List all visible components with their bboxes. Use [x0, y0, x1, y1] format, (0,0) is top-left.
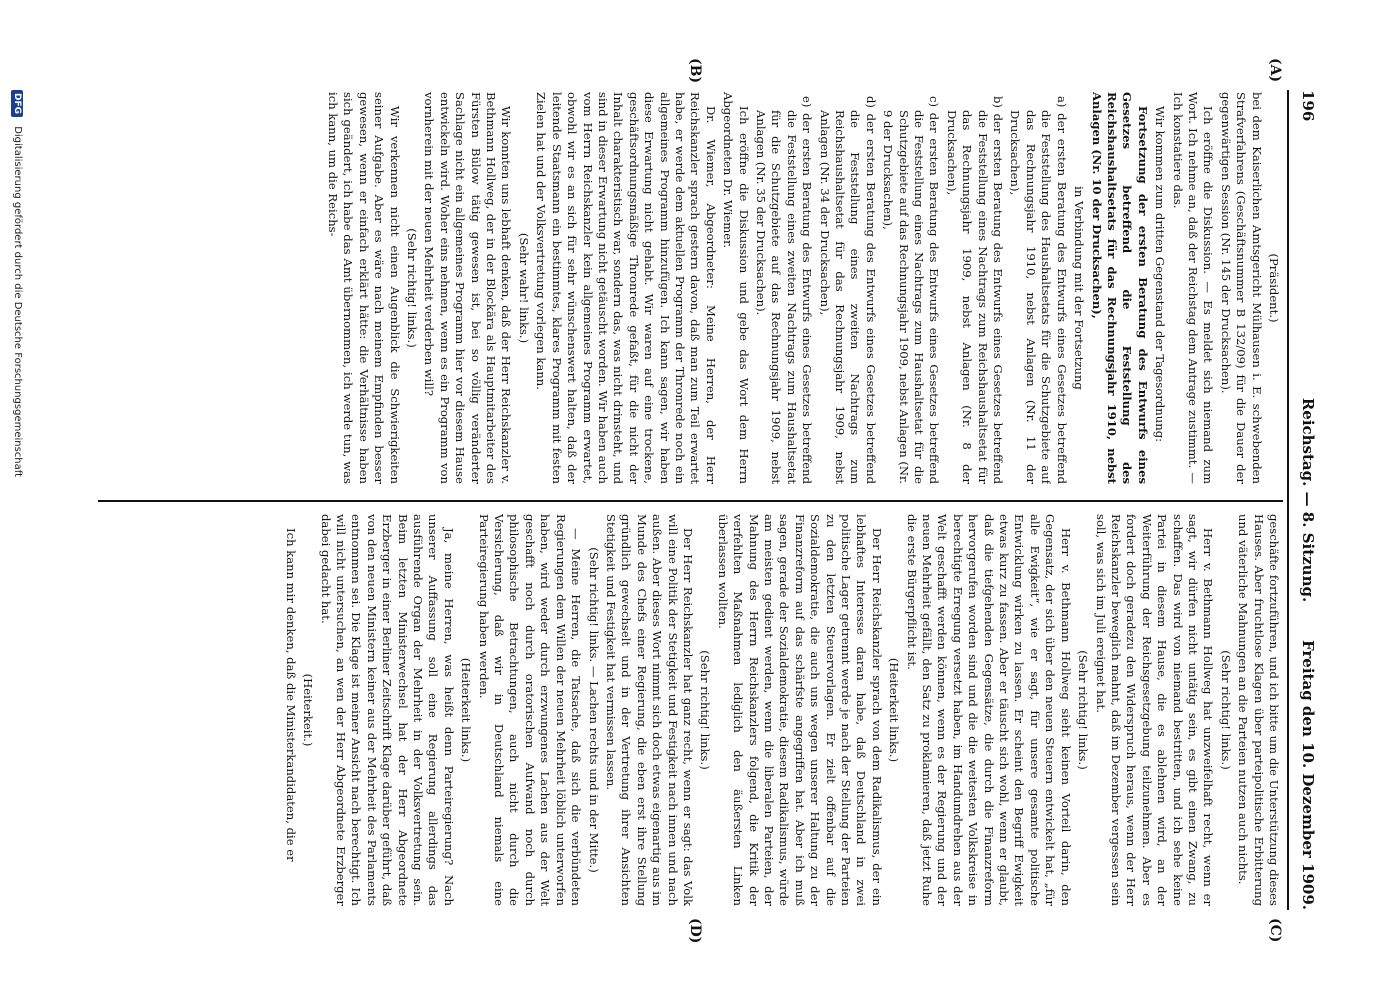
footer-text: Digitalisierung gefördert durch die Deutsche Forschungsgemeinschaft — [12, 126, 23, 478]
speaker-tag: (Präsident.) — [1267, 253, 1281, 323]
interjection: (Sehr richtig! links.) — [405, 228, 420, 348]
speech-paragraph: Ja, meine Herren, was heißt denn Parteiregierung? Nach unserer Auffassung soll eine Regierung allerdings das ausführende Organ der Mehrheit in der Volksvertretung sein. Beim letzten Ministerwechsel hat der Herr Abgeordnete Erzberger in einer Berliner Zeitschrift Klage darüber geführt, daß von den neuen Ministern keiner aus der Mehrheit des Parlaments entnommen sei. Die Klage ist meiner Ansicht nach berechtigt. Ich will nicht untersuchen, an wen der Herr Abgeordnete Erzberger dabei gedacht hat. — [318, 514, 456, 906]
paragraph: Wir kommen zum dritten Gegenstand der Tagesordnung: — [1153, 106, 1168, 443]
paragraph: Ich eröffne die Diskussion und gebe das Wort dem Herrn Abgeordneten Dr. Wiemer. — [721, 92, 751, 484]
interjection: (Heiterkeit links.) — [459, 657, 474, 763]
speech-paragraph: Herr v. Bethmann Hollweg hat unzweifelhaft recht, wenn er sagt, wir dürfen nicht untätig sein, es gibt einen Zwang, zu schaffen. Das wird von niemand bestritten, und ich sehe keine Partei in diesem Hause, die es ablehnen wird, an der Weiterführung der Reichsgesetzgebung teilzunehmen. Aber es fordert doch geradezu den Widerspruch heraus, wenn der Herr Reichskanzler beweglich mahnt, daß im Dezember vergessen sein soll, was sich im Juli ereignet hat. — [1093, 514, 1216, 906]
interjection: (Sehr richtig! links.) — [1076, 650, 1091, 770]
agenda-connector: in Verbindung mit der Fortsetzung — [1072, 186, 1087, 390]
paragraph: bei dem Kaiserlichen Amtsgericht Mülhausen i. E. schwebenden Strafverfahrens (Geschäftsnummer B 132/09) für die Dauer der gegenwärtigen Session (Nr. 145 der Drucksachen). — [1218, 92, 1264, 484]
speech-paragraph: Wir verkennen nicht einen Augenblick die Schwierigkeiten seiner Aufgabe. Aber es wäre nach meinem Empfinden besser gewesen, wenn er einfach erklärt hätte: die Verhältnisse haben sich geändert, ich habe das Amt übernommen, ich werde tun, was ich kann, um die Reichs- — [326, 92, 402, 484]
agenda-item-b: b) der ersten Beratung des Entwurfs eines Gesetzes betreffend die Feststellung eines Nachtrags zum Reichshaushaltsetat für das Rechnungsjahr 1909, nebst Anlagen (Nr. 8 der Drucksachen), — [944, 96, 1006, 484]
speech-paragraph: Der Herr Reichskanzler hat ganz recht, wenn er sagt: das Volk will eine Politik der Stetigkeit und Festigkeit nach innen und nach außen. Aber dieses Wort nimmt sich doch etwas eigenartig aus im Munde des Chefs einer Regierung, die eben erst ihre Stellung gründlich gewechselt und in der Vertretung ihrer Ansichten Stetigkeit und Festigkeit hat vermissen lassen. — [603, 514, 695, 906]
agenda-item-c: c) der ersten Beratung des Entwurfs eines Gesetzes betreffend die Feststellung eines Nachtrags zum Haushaltsetat für die Schutzgebiete auf das Rechnungsjahr 1909, nebst Anlagen (Nr. 9 der Drucksachen), — [881, 96, 942, 484]
margin-marker-a: (A) — [1267, 58, 1283, 83]
interjection: (Sehr richtig! links.) — [1218, 650, 1233, 770]
page-number: 196 — [1299, 90, 1317, 122]
interjection: (Heiterkeit.) — [301, 673, 316, 747]
speech-paragraph: Herr v. Bethmann Hollweg sieht keinen Vorteil darin, den Gegensatz, der sich über den neuen Steuern entwickelt hat, „für alle Ewigkeit“, wie er sagt, für unsere gesamte politische Entwicklung wirken zu lassen. Er scheint den Begriff Ewigkeit etwas kurz zu fassen. Aber er täuscht sich wohl, wenn er glaubt, daß die tiefgehenden Gegensätze, die durch die Finanzreform hervorgerufen worden sind und die die weitesten Volkskreise in berechtigte Erregung versetzt haben, im Handumdrehen aus der Welt geschafft werden können, wenn es der Regierung und der neuen Mehrheit gefällt, den Satz zu proklamieren, daß jetzt Ruhe die erste Bürgerpflicht ist. — [904, 514, 1073, 906]
agenda-item-d: d) der ersten Beratung des Entwurfs eines Gesetzes betreffend die Feststellung eines zweiten Nachtrags zum Reichshaushaltsetat für das Rechnungsjahr 1909, nebst Anlagen (Nr. 34 der Drucksachen), — [817, 96, 878, 484]
interjection: (Sehr richtig! links.) — [698, 650, 713, 770]
agenda-heading: Fortsetzung der ersten Beratung des Entwurfs eines Gesetzes betreffend die Feststellung des Reichshaushaltsetats für das Rechnungsjahr 1910, nebst Anlagen (Nr. 10 der Drucksachen), — [1089, 92, 1150, 484]
speech-paragraph: Ich kann mir denken, daß die Ministerkandidaten, die er — [283, 528, 298, 862]
interjection: (Heiterkeit links.) — [887, 657, 902, 763]
speech-paragraph: — Meine Herren, die Tatsache, daß sich die verbündeten Regierungen dem Willen der neuen Mehrheit löblich unterworfen haben, wird weder durch erzwungenes Lachen aus der Welt geschafft noch durch oratorischen Aufwand noch durch philosophische Betrachtungen, auch nicht durch die Versicherung, daß wir in Deutschland niemals eine Parteiregierung haben werden. — [476, 514, 584, 906]
page-header — [1287, 90, 1323, 910]
interjection: (Sehr wahr! links.) — [516, 232, 531, 344]
session-title: Reichstag. — 8. Sitzung. — [1299, 397, 1317, 603]
margin-marker-d: (D) — [687, 918, 703, 944]
speech-paragraph: Der Herr Reichskanzler sprach von dem Radikalismus, der ein lebhaftes Interesse daran habe, daß Deutschland in zwei politische Lager getrennt werde je nach der Stellung der Parteien zu den letzten Steuervorlagen. Er zielt offenbar auf die Sozialdemokratie, die auch uns wegen unserer Haltung zu der Finanzreform auf das schärfste angegriffen hat. Aber ich muß sagen, gerade der Sozialdemokratie, diesem Radikalismus, würde am meisten gedient werden, wenn die liberalen Parteien, der Mahnung des Herrn Reichskanzlers folgend, die Kritik der verfehlten Maßnahmen lediglich den äußersten Linken überlassen wollten. — [715, 514, 884, 906]
right-column — [101, 514, 1281, 906]
digitization-footer — [11, 90, 23, 910]
dfg-logo: DFG — [11, 90, 23, 117]
interjection: (Sehr richtig! links. — Lachen rechts und in der Mitte.) — [586, 547, 601, 873]
speech-paragraph: Dr. Wiemer, Abgeordneter: Meine Herren, der Herr Reichskanzler sprach gestern davon, daß man zum Teil erwartet habe, er werde dem aktuellen Programm der Thronrede noch ein allgemeines Programm hinzufügen. Ich kann sagen, wir haben diese Erwartung nicht gehabt. Wir waren auf eine trockene, geschäftsordnungsmäßige Thronrede gefaßt, für die nicht der Inhalt charakteristisch war, sondern das, was nicht drinsteht, und sind in dieser Erwartung nicht getäuscht worden. Wir haben auch vom Herrn Reichskanzler kein allgemeines Programm erwartet, obwohl wir es an sich für sehr wünschenswert halten, daß der leitende Staatsmann ein bestimmtes, klares Programm mit festen Zielen hat und der Volksvertretung vorlegen kann. — [534, 92, 718, 484]
column-divider — [98, 500, 1283, 502]
left-column — [101, 92, 1281, 484]
margin-marker-c: (C) — [1267, 918, 1283, 943]
paragraph: Ich eröffne die Diskussion. — Es meldet sich niemand zum Wort. Ich nehme an, daß der Reichstag dem Antrage zustimmt. — Ich konstatiere das. — [1170, 92, 1216, 484]
margin-marker-b: (B) — [687, 58, 703, 84]
speech-paragraph: Wir konnten uns lebhaft denken, daß der Herr Reichskanzler v. Bethmann Hollweg, der in der Blockära als Hauptmitarbeiter des Fürsten Bülow tätig gewesen ist, bei so völlig veränderter Sachlage nicht ein allgemeines Programm hier vor diesem Hause entwickeln wird. Woher eins nehmen, wenn es ein Programm von vornherein mit der neuen Mehrheit verderben will? — [422, 92, 514, 484]
session-date: Freitag den 10. Dezember 1909. — [1299, 640, 1317, 910]
agenda-item-a: a) der ersten Beratung des Entwurfs eines Gesetzes betreffend die Feststellung des Haushaltsetats für die Schutzgebiete auf das Rechnungsjahr 1910, nebst Anlagen (Nr. 11 der Drucksachen), — [1008, 96, 1069, 484]
agenda-item-e: e) der ersten Beratung des Entwurfs eines Gesetzes betreffend die Feststellung eines zweiten Nachtrags zum Haushaltsetat für die Schutzgebiete auf das Rechnungsjahr 1909, nebst Anlagen (Nr. 35 der Drucksachen). — [754, 96, 815, 484]
speech-paragraph: geschäfte fortzuführen, und ich bitte um die Unterstützung dieses Hauses. Aber fruchtlose Klagen über parteipolitische Erbitterung und väterliche Mahnungen an die Parteien nutzen auch nichts. — [1236, 514, 1281, 906]
